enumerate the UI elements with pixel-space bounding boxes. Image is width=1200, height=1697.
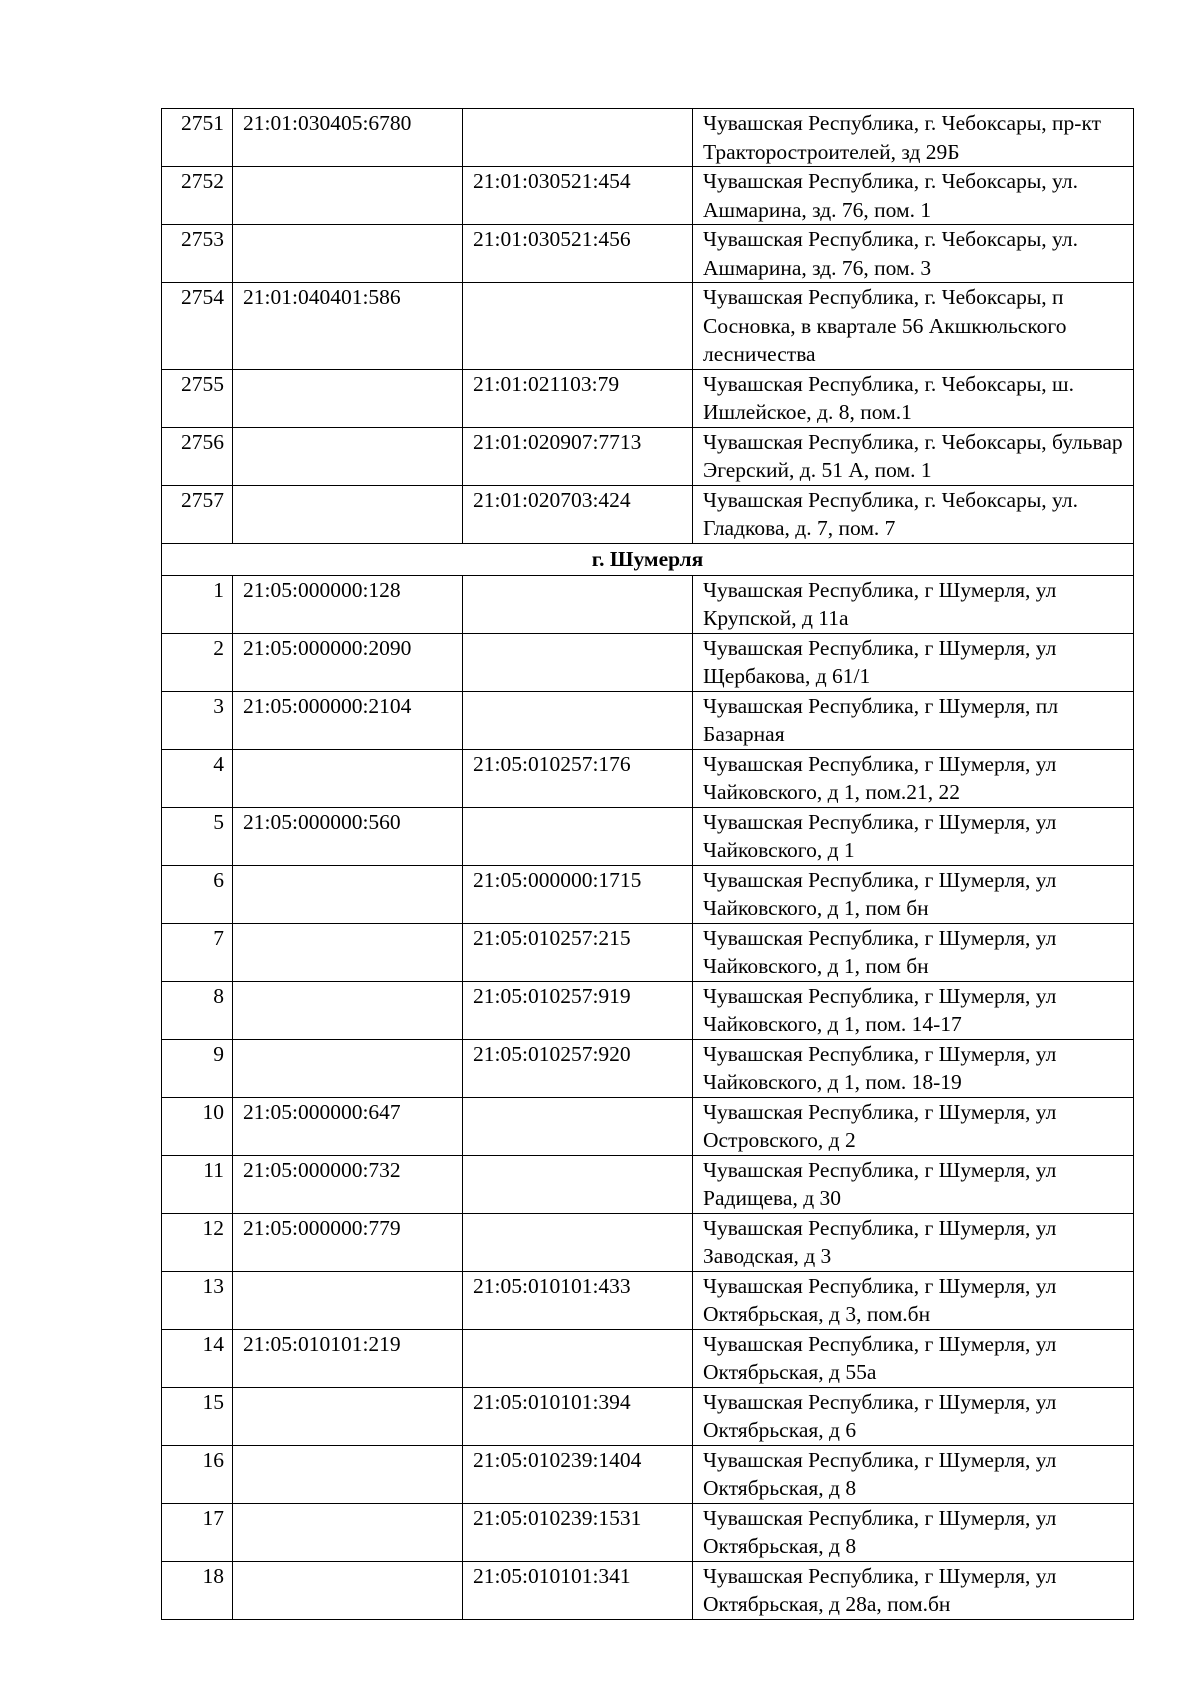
- land-cadastral-number: [233, 1387, 463, 1445]
- address-cell: Чувашская Республика, г Шумерля, ул Чайковского, д 1, пом. 14-17: [693, 981, 1134, 1039]
- table-row: [162, 575, 1134, 633]
- address-cell: Чувашская Республика, г Шумерля, ул Крупской, д 11а: [693, 575, 1134, 633]
- table-row: [162, 1097, 1134, 1155]
- table-row: [162, 691, 1134, 749]
- land-cadastral-number: 21:05:000000:560: [233, 807, 463, 865]
- premise-cadastral-number: [463, 691, 693, 749]
- table-row: [162, 1503, 1134, 1561]
- land-cadastral-number: [233, 167, 463, 225]
- address-cell: Чувашская Республика, г Шумерля, ул Чайковского, д 1, пом. 18-19: [693, 1039, 1134, 1097]
- address-cell: Чувашская Республика, г. Чебоксары, бульвар Эгерский, д. 51 А, пом. 1: [693, 427, 1134, 485]
- row-number: 18: [162, 1561, 233, 1619]
- premise-cadastral-number: 21:05:010239:1531: [463, 1503, 693, 1561]
- registry-table-body: [162, 109, 1134, 1620]
- table-row: [162, 865, 1134, 923]
- land-cadastral-number: 21:05:010101:219: [233, 1329, 463, 1387]
- table-row: [162, 1039, 1134, 1097]
- land-cadastral-number: 21:05:000000:779: [233, 1213, 463, 1271]
- address-cell: Чувашская Республика, г Шумерля, ул Чайковского, д 1: [693, 807, 1134, 865]
- address-cell: Чувашская Республика, г. Чебоксары, ул. Гладкова, д. 7, пом. 7: [693, 485, 1134, 543]
- land-cadastral-number: 21:01:030405:6780: [233, 109, 463, 167]
- land-cadastral-number: [233, 485, 463, 543]
- address-cell: Чувашская Республика, г Шумерля, ул Октябрьская, д 8: [693, 1445, 1134, 1503]
- address-cell: Чувашская Республика, г Шумерля, ул Чайковского, д 1, пом бн: [693, 865, 1134, 923]
- section-title: г. Шумерля: [162, 543, 1134, 575]
- table-row: [162, 749, 1134, 807]
- premise-cadastral-number: 21:05:010257:920: [463, 1039, 693, 1097]
- property-registry-table: [161, 108, 1134, 1620]
- premise-cadastral-number: [463, 1213, 693, 1271]
- land-cadastral-number: 21:01:040401:586: [233, 283, 463, 370]
- premise-cadastral-number: [463, 1097, 693, 1155]
- premise-cadastral-number: [463, 807, 693, 865]
- row-number: 2: [162, 633, 233, 691]
- table-row: [162, 1387, 1134, 1445]
- table-row: [162, 369, 1134, 427]
- address-cell: Чувашская Республика, г. Чебоксары, пр-кт Тракторостроителей, зд 29Б: [693, 109, 1134, 167]
- row-number: 9: [162, 1039, 233, 1097]
- land-cadastral-number: [233, 981, 463, 1039]
- premise-cadastral-number: 21:01:030521:456: [463, 225, 693, 283]
- premise-cadastral-number: 21:01:020907:7713: [463, 427, 693, 485]
- address-cell: Чувашская Республика, г Шумерля, ул Радищева, д 30: [693, 1155, 1134, 1213]
- row-number: 10: [162, 1097, 233, 1155]
- premise-cadastral-number: 21:05:010257:215: [463, 923, 693, 981]
- premise-cadastral-number: 21:05:010239:1404: [463, 1445, 693, 1503]
- table-row: [162, 167, 1134, 225]
- table-row: [162, 633, 1134, 691]
- row-number: 11: [162, 1155, 233, 1213]
- premise-cadastral-number: 21:05:010101:341: [463, 1561, 693, 1619]
- row-number: 1: [162, 575, 233, 633]
- row-number: 8: [162, 981, 233, 1039]
- table-row: [162, 1329, 1134, 1387]
- row-number: 2755: [162, 369, 233, 427]
- table-row: [162, 485, 1134, 543]
- premise-cadastral-number: [463, 575, 693, 633]
- row-number: 15: [162, 1387, 233, 1445]
- row-number: 2754: [162, 283, 233, 370]
- section-header-row: [162, 543, 1134, 575]
- land-cadastral-number: 21:05:000000:732: [233, 1155, 463, 1213]
- table-row: [162, 1561, 1134, 1619]
- premise-cadastral-number: 21:01:030521:454: [463, 167, 693, 225]
- address-cell: Чувашская Республика, г. Чебоксары, ул. Ашмарина, зд. 76, пом. 1: [693, 167, 1134, 225]
- land-cadastral-number: 21:05:000000:128: [233, 575, 463, 633]
- row-number: 3: [162, 691, 233, 749]
- table-row: [162, 923, 1134, 981]
- address-cell: Чувашская Республика, г. Чебоксары, ул. Ашмарина, зд. 76, пом. 3: [693, 225, 1134, 283]
- address-cell: Чувашская Республика, г Шумерля, ул Октябрьская, д 28а, пом.бн: [693, 1561, 1134, 1619]
- land-cadastral-number: [233, 369, 463, 427]
- address-cell: Чувашская Республика, г Шумерля, ул Чайковского, д 1, пом бн: [693, 923, 1134, 981]
- address-cell: Чувашская Республика, г Шумерля, ул Октябрьская, д 55а: [693, 1329, 1134, 1387]
- premise-cadastral-number: [463, 109, 693, 167]
- address-cell: Чувашская Республика, г Шумерля, пл Базарная: [693, 691, 1134, 749]
- table-row: [162, 225, 1134, 283]
- row-number: 6: [162, 865, 233, 923]
- table-row: [162, 109, 1134, 167]
- address-cell: Чувашская Республика, г Шумерля, ул Октябрьская, д 3, пом.бн: [693, 1271, 1134, 1329]
- table-row: [162, 1271, 1134, 1329]
- premise-cadastral-number: 21:05:010257:176: [463, 749, 693, 807]
- address-cell: Чувашская Республика, г Шумерля, ул Октябрьская, д 8: [693, 1503, 1134, 1561]
- land-cadastral-number: [233, 1271, 463, 1329]
- row-number: 2753: [162, 225, 233, 283]
- land-cadastral-number: [233, 427, 463, 485]
- premise-cadastral-number: [463, 1329, 693, 1387]
- address-cell: Чувашская Республика, г Шумерля, ул Островского, д 2: [693, 1097, 1134, 1155]
- premise-cadastral-number: 21:05:000000:1715: [463, 865, 693, 923]
- premise-cadastral-number: [463, 1155, 693, 1213]
- row-number: 13: [162, 1271, 233, 1329]
- premise-cadastral-number: [463, 283, 693, 370]
- table-row: [162, 1213, 1134, 1271]
- premise-cadastral-number: 21:05:010101:433: [463, 1271, 693, 1329]
- address-cell: Чувашская Республика, г Шумерля, ул Щербакова, д 61/1: [693, 633, 1134, 691]
- table-row: [162, 981, 1134, 1039]
- land-cadastral-number: [233, 1561, 463, 1619]
- table-row: [162, 807, 1134, 865]
- land-cadastral-number: [233, 749, 463, 807]
- land-cadastral-number: [233, 865, 463, 923]
- premise-cadastral-number: 21:01:020703:424: [463, 485, 693, 543]
- row-number: 16: [162, 1445, 233, 1503]
- row-number: 12: [162, 1213, 233, 1271]
- row-number: 2757: [162, 485, 233, 543]
- row-number: 4: [162, 749, 233, 807]
- land-cadastral-number: [233, 1445, 463, 1503]
- address-cell: Чувашская Республика, г. Чебоксары, п Сосновка, в квартале 56 Акшкюльского лесничества: [693, 283, 1134, 370]
- premise-cadastral-number: 21:05:010257:919: [463, 981, 693, 1039]
- land-cadastral-number: 21:05:000000:647: [233, 1097, 463, 1155]
- address-cell: Чувашская Республика, г Шумерля, ул Октябрьская, д 6: [693, 1387, 1134, 1445]
- table-row: [162, 1445, 1134, 1503]
- row-number: 5: [162, 807, 233, 865]
- table-row: [162, 283, 1134, 370]
- premise-cadastral-number: 21:01:021103:79: [463, 369, 693, 427]
- row-number: 2752: [162, 167, 233, 225]
- land-cadastral-number: 21:05:000000:2104: [233, 691, 463, 749]
- row-number: 17: [162, 1503, 233, 1561]
- address-cell: Чувашская Республика, г Шумерля, ул Заводская, д 3: [693, 1213, 1134, 1271]
- premise-cadastral-number: [463, 633, 693, 691]
- row-number: 2756: [162, 427, 233, 485]
- land-cadastral-number: 21:05:000000:2090: [233, 633, 463, 691]
- land-cadastral-number: [233, 1039, 463, 1097]
- land-cadastral-number: [233, 923, 463, 981]
- row-number: 7: [162, 923, 233, 981]
- row-number: 2751: [162, 109, 233, 167]
- row-number: 14: [162, 1329, 233, 1387]
- table-row: [162, 1155, 1134, 1213]
- land-cadastral-number: [233, 1503, 463, 1561]
- address-cell: Чувашская Республика, г. Чебоксары, ш. Ишлейское, д. 8, пом.1: [693, 369, 1134, 427]
- land-cadastral-number: [233, 225, 463, 283]
- premise-cadastral-number: 21:05:010101:394: [463, 1387, 693, 1445]
- table-row: [162, 427, 1134, 485]
- address-cell: Чувашская Республика, г Шумерля, ул Чайковского, д 1, пом.21, 22: [693, 749, 1134, 807]
